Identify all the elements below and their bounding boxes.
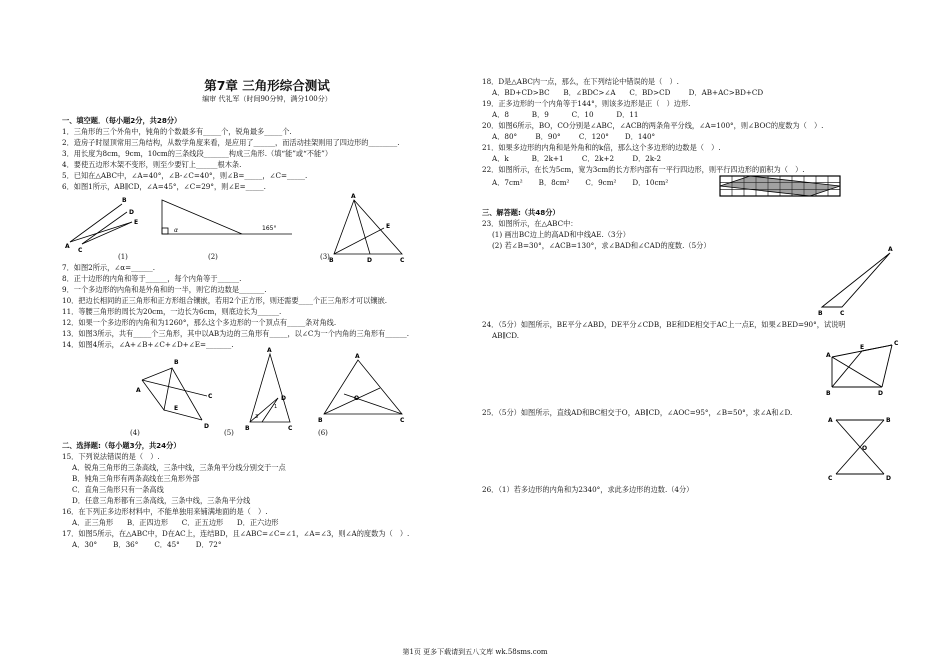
question-23-part-1: (1) 画出BC边上的高AD和中线AE.（3分）: [492, 230, 630, 239]
svg-text:A: A: [136, 387, 141, 394]
question-21-options: A．k B．2k+1 C．2k+2 D．2k-2: [492, 154, 662, 163]
question-15-option-a: A．锐角三角形的三条高线，三条中线，三条角平分线分别交于一点: [72, 463, 286, 472]
question-22: 22．如图所示，在长为5cm，宽为3cm的长方形内部有一平行四边形，则平行四边形的面积为（ ）.: [482, 165, 805, 174]
svg-text:A: A: [65, 243, 70, 250]
question-22-options: A．7cm² B．8cm² C．9cm² D．10cm²: [492, 178, 669, 187]
svg-text:D: D: [886, 475, 891, 482]
svg-text:D: D: [878, 390, 883, 397]
right-column: [482, 76, 902, 495]
svg-text:B: B: [886, 417, 891, 424]
question-9: 9．一个多边形的内角和是外角和的一半，则它的边数是_______.: [62, 285, 267, 294]
section-fill-heading: 一、填空题．（每小题2分，共28分）: [62, 116, 182, 125]
question-16: 16．在下列正多边形材料中，不能单独用来铺满地面的是（ ）.: [62, 507, 268, 516]
question-15: 15．下列说法错误的是（ ）.: [62, 452, 160, 461]
svg-text:B: B: [826, 390, 831, 397]
question-8: 8．正十边形的内角和等于______，每个内角等于______.: [62, 274, 242, 283]
question-17: 17．如图5所示，在△ABC中，D在AC上，连结BD，且∠ABC=∠C=∠1，∠A=∠3，则∠A的度数为（ ）.: [62, 529, 410, 538]
svg-text:C: C: [288, 425, 293, 432]
question-20-options: A．80° B．90° C．120° D．140°: [492, 132, 656, 141]
question-13: 13．如图3所示，共有_____个三角形，其中以AB为边的三角形有_____，以∠C为一个内角的三角形有______.: [62, 329, 410, 338]
svg-text:C: C: [400, 257, 405, 264]
hourglass-figure: [482, 418, 902, 484]
question-23-figure-area: [482, 246, 902, 319]
question-2: 2．造房子时屋顶常用三角结构，从数学角度来看，是应用了______，而活动挂架则用了四边形的________.: [62, 138, 400, 147]
grid-parallelogram-figure: [720, 175, 850, 197]
question-18: 18．D是△ABC内一点，那么，在下列结论中错误的是（ ）.: [482, 77, 679, 86]
question-5: 5．已知在△ABC中，∠A=40°，∠B-∠C=40°，则∠B=_____，∠C=_____.: [62, 171, 308, 180]
question-14: 14．如图4所示，∠A+∠B+∠C+∠D+∠E=_______.: [62, 340, 234, 349]
question-26: 26．（1）若多边形的内角和为2340°，求此多边形的边数.（4分）: [482, 485, 694, 494]
page-title: 第7章 三角形综合测试: [204, 78, 330, 93]
figure-5-caption: (5): [224, 429, 234, 437]
question-11: 11．等腰三角形的周长为20cm，一边长为6cm，则底边长为______.: [62, 307, 282, 316]
figure-2-caption: (2): [208, 253, 218, 261]
left-column: [62, 78, 472, 550]
triangle-abc-figure: [482, 246, 902, 319]
question-6: 6．如图1所示，AB∥CD，∠A=45°，∠C=29°，则∠E=_____.: [62, 182, 266, 191]
svg-text:A: A: [828, 417, 833, 424]
alpha-label: α: [174, 227, 178, 234]
question-7: 7．如图2所示，∠α=______.: [62, 263, 156, 272]
svg-text:C: C: [78, 247, 83, 254]
svg-text:1: 1: [274, 404, 278, 410]
svg-text:E: E: [860, 344, 865, 351]
figure-3-caption: (3): [320, 253, 330, 261]
svg-text:A: A: [888, 246, 893, 253]
svg-text:E: E: [386, 223, 391, 230]
svg-text:A: A: [267, 347, 272, 354]
quadrilateral-figure: [482, 341, 902, 407]
svg-text:A: A: [355, 353, 360, 360]
section-choice-heading: 二、选择题:（每小题3分，共24分）: [62, 441, 181, 450]
figure-3: [334, 200, 402, 254]
question-20: 20．如图6所示，BO，CO分别是∠ABC，∠ACB的两条角平分线，∠A=100°，则∠BOC的度数为（ ）.: [482, 121, 824, 130]
svg-text:C: C: [828, 475, 833, 482]
svg-text:B: B: [818, 310, 823, 317]
question-24-cont: AB∥CD.: [492, 331, 520, 340]
svg-text:3: 3: [255, 414, 259, 420]
question-12: 12．如果一个多边形的内角和为1260°，那么这个多边形的一个顶点有_____条对角线.: [62, 318, 337, 327]
question-24: 24．（5分）如图所示，BE平分∠ABD，DE平分∠CDB，BE和DE相交于AC上一点E，如果∠BED=90°，试说明: [482, 320, 846, 329]
question-25-figure-area: [482, 418, 902, 484]
figure-5: [250, 354, 290, 422]
page-footer: 第1页 更多下载请到五八文库 wk.58sms.com: [402, 648, 548, 656]
svg-text:C: C: [400, 417, 405, 424]
question-23: 23．如图所示，在△ABC中：: [482, 219, 578, 228]
svg-text:A: A: [351, 193, 356, 200]
figure-1: [70, 204, 132, 244]
question-24-figure-area: [482, 341, 902, 407]
figures-4-6: [62, 347, 462, 436]
svg-text:B: B: [122, 197, 127, 204]
question-15-option-d: D．任意三角形都有三条高线，三条中线，三条角平分线: [72, 496, 251, 505]
question-3: 3．用长度为8cm，9cm，10cm的三条线段_______构成三角形.（填“能”或“不能”）: [62, 149, 333, 158]
question-22-row: [482, 175, 902, 203]
figure-row-2: [62, 347, 472, 437]
svg-text:C: C: [208, 393, 213, 400]
question-21: 21．如果多边形的内角和是外角和的k倍，那么这个多边形的边数是（ ）.: [482, 143, 721, 152]
svg-text:D: D: [204, 423, 209, 430]
svg-text:E: E: [134, 219, 139, 226]
svg-text:O: O: [354, 395, 360, 402]
figure-4: [142, 368, 207, 420]
svg-text:A: A: [826, 352, 831, 359]
figure-6: [324, 360, 402, 414]
svg-text:O: O: [862, 445, 868, 452]
question-10: 10．把边长相同的正三角形和正方形组合镶嵌，若用2个正方形，则还需要____个正三角形才可以镶嵌.: [62, 296, 388, 305]
question-4: 4．要使五边形木架不变形，则至少要钉上______根木条.: [62, 160, 242, 169]
figure-row-1: [62, 192, 472, 262]
page-subtitle: 编审 代礼军（时间90分钟，满分100分）: [202, 95, 332, 103]
question-23-part-2: (2) 若∠B=30°，∠ACB=130°，求∠BAD和∠CAD的度数.（5分）: [492, 241, 711, 250]
svg-text:B: B: [329, 257, 334, 264]
svg-text:C: C: [894, 340, 899, 347]
question-19: 19．正多边形的一个内角等于144°，则该多边形是正（ ）边形.: [482, 99, 691, 108]
question-15-option-c: C．直角三角形只有一条高线: [72, 485, 164, 494]
section-answer-heading: 三、解答题:（共48分）: [482, 208, 560, 217]
question-25: 25．（5分）如图所示，直线AD和BC相交于O，AB∥CD，∠AOC=95°，∠B=50°，求∠A和∠D.: [482, 408, 793, 417]
question-1: 1．三角形的三个外角中，钝角的个数最多有_____个，锐角最多_____个.: [62, 127, 292, 136]
svg-text:D: D: [367, 257, 372, 264]
question-18-options: A．BD+CD>BC B．∠BDC>∠A C．BD>CD D．AB+AC>BD+CD: [492, 88, 764, 97]
question-15-option-b: B．钝角三角形有两条高线在三角形外部: [72, 474, 200, 483]
svg-text:C: C: [840, 310, 845, 317]
question-16-options: A．正三角形 B．正四边形 C．正五边形 D．正六边形: [72, 518, 279, 527]
svg-text:B: B: [174, 359, 179, 366]
svg-text:D: D: [281, 395, 286, 402]
figure-1-caption: (1): [118, 253, 128, 261]
angle-165-label: 165°: [262, 225, 277, 232]
question-19-options: A．8 B．9 C．10 D．11: [492, 110, 639, 119]
svg-text:D: D: [129, 209, 134, 216]
figure-6-caption: (6): [318, 429, 328, 437]
svg-text:B: B: [318, 417, 323, 424]
svg-text:E: E: [174, 405, 179, 412]
figure-4-caption: (4): [130, 429, 140, 437]
svg-text:B: B: [245, 425, 250, 432]
question-17-options: A．30° B．36° C．45° D．72°: [72, 540, 222, 549]
